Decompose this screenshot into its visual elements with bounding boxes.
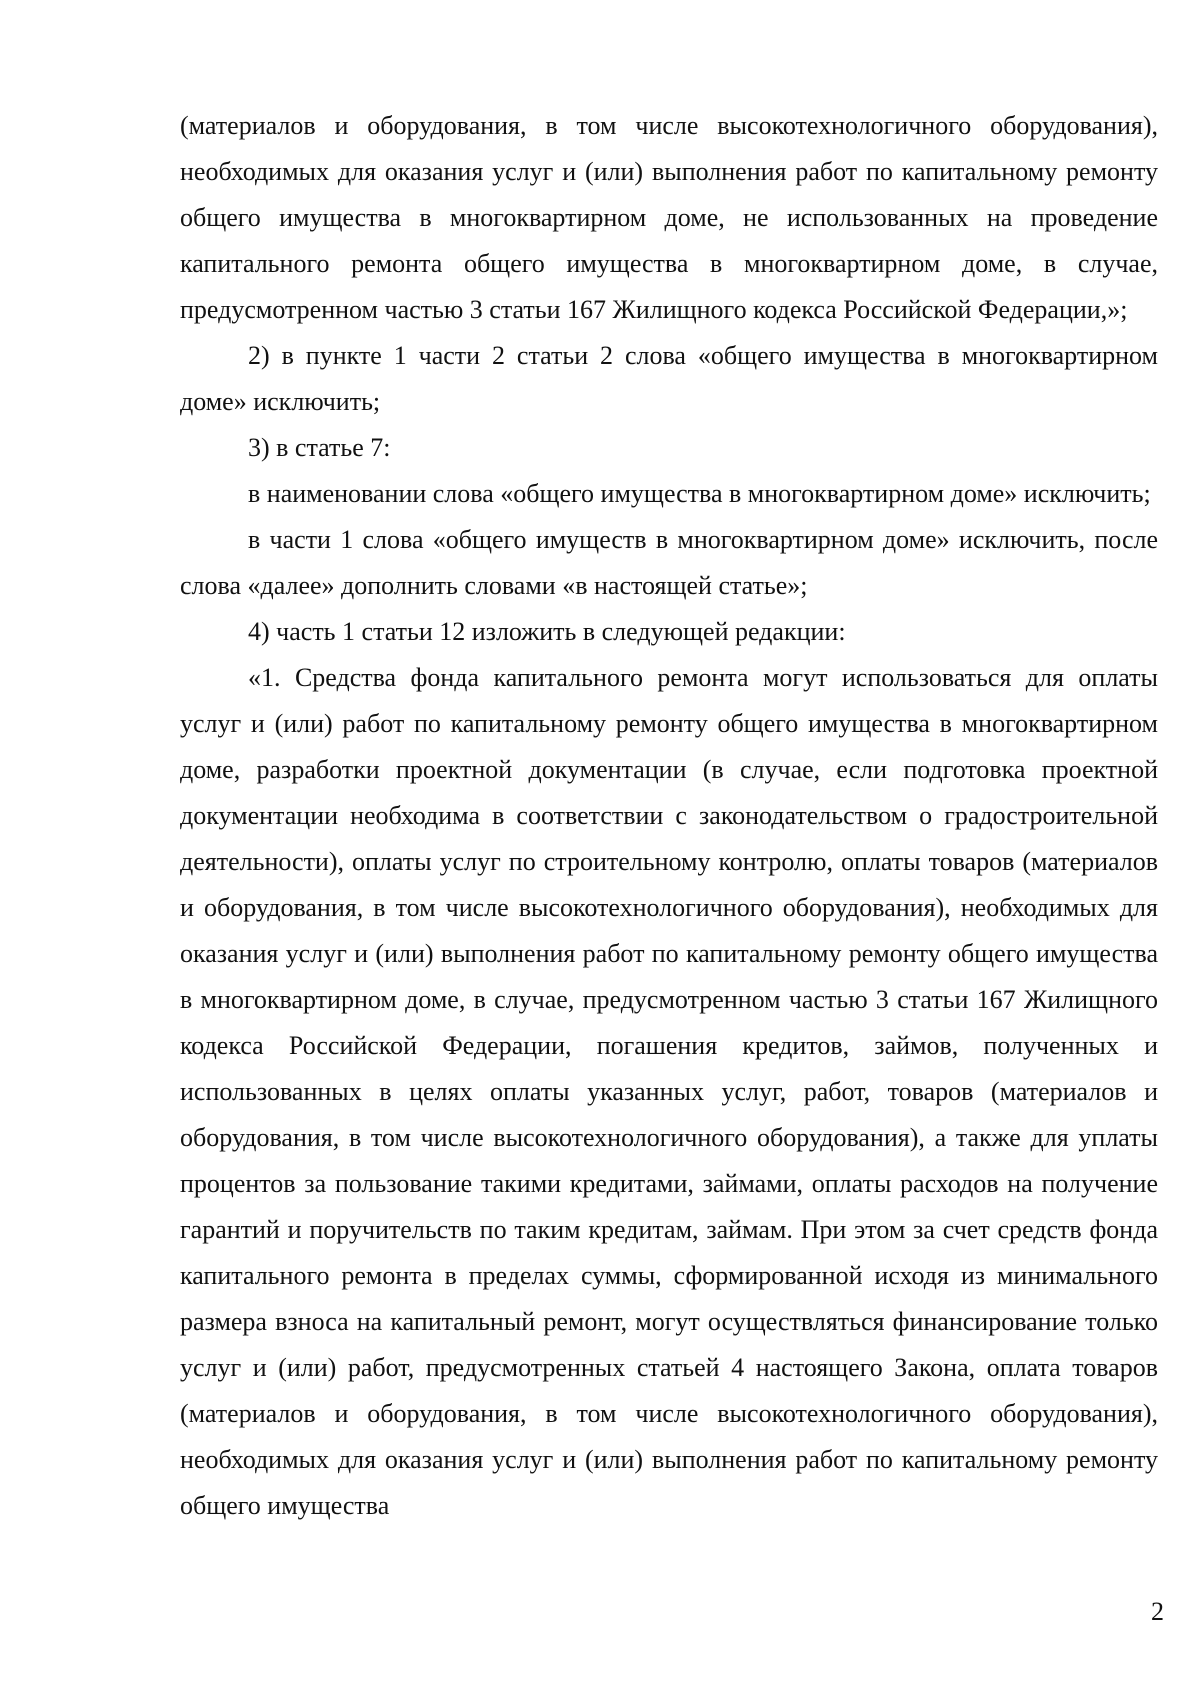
paragraph-item-3-name: в наименовании слова «общего имущества в многоквартирном доме» исключить; [248, 479, 1151, 508]
paragraph-item-2: 2) в пункте 1 части 2 статьи 2 слова «общего имущества в многоквартирном доме» исключить; [180, 341, 1158, 416]
paragraph-new-wording: «1. Средства фонда капитального ремонта могут использоваться для оплаты услуг и (или) работ по капитальному ремонту общего имущества в многоквартирном доме, разработки проектной документации (в случае, если подготовка проектной документации необходима в соответствии с законодательством о градостроительной деятельности), оплаты услуг по строительному контролю, оплаты товаров (материалов и оборудования, в том числе высокотехнологичного оборудования), необходимых для оказания услуг и (или) выполнения работ по капитальному ремонту общего имущества в многоквартирном доме, в случае, предусмотренном частью 3 статьи 167 Жилищного кодекса Российской Федерации, погашения кредитов, займов, полученных и использованных в целях оплаты указанных услуг, работ, товаров (материалов и оборудования, в том числе высокотехнологичного оборудования), а также для уплаты процентов за пользование такими кредитами, займами, оплаты расходов на получение гарантий и поручительств по таким кредитам, займам. При этом за счет средств фонда капитального ремонта в пределах суммы, сформированной исходя из минимального размера взноса на капитальный ремонт, могут осуществляться финансирование только услуг и (или) работ, предусмотренных статьей 4 настоящего Закона, оплата товаров (материалов и оборудования, в том числе высокотехнологичного оборудования), необходимых для оказания услуг и (или) выполнения работ по капитальному ремонту общего имущества [180, 663, 1158, 1520]
paragraph-item-3: 3) в статье 7: [248, 433, 391, 462]
document-body [180, 103, 1158, 1529]
paragraph-item-4: 4) часть 1 статьи 12 изложить в следующей редакции: [248, 617, 846, 646]
paragraph-item-3-part-1: в части 1 слова «общего имуществ в многоквартирном доме» исключить, после слова «далее» дополнить словами «в настоящей статье»; [180, 525, 1158, 600]
paragraph-continuation: (материалов и оборудования, в том числе высокотехнологичного оборудования), необходимых для оказания услуг и (или) выполнения работ по капитальному ремонту общего имущества в многоквартирном доме, не использованных на проведение капитального ремонта общего имущества в многоквартирном доме, в случае, предусмотренном частью 3 статьи 167 Жилищного кодекса Российской Федерации,»; [180, 111, 1158, 324]
page-number: 2 [1151, 1597, 1164, 1626]
